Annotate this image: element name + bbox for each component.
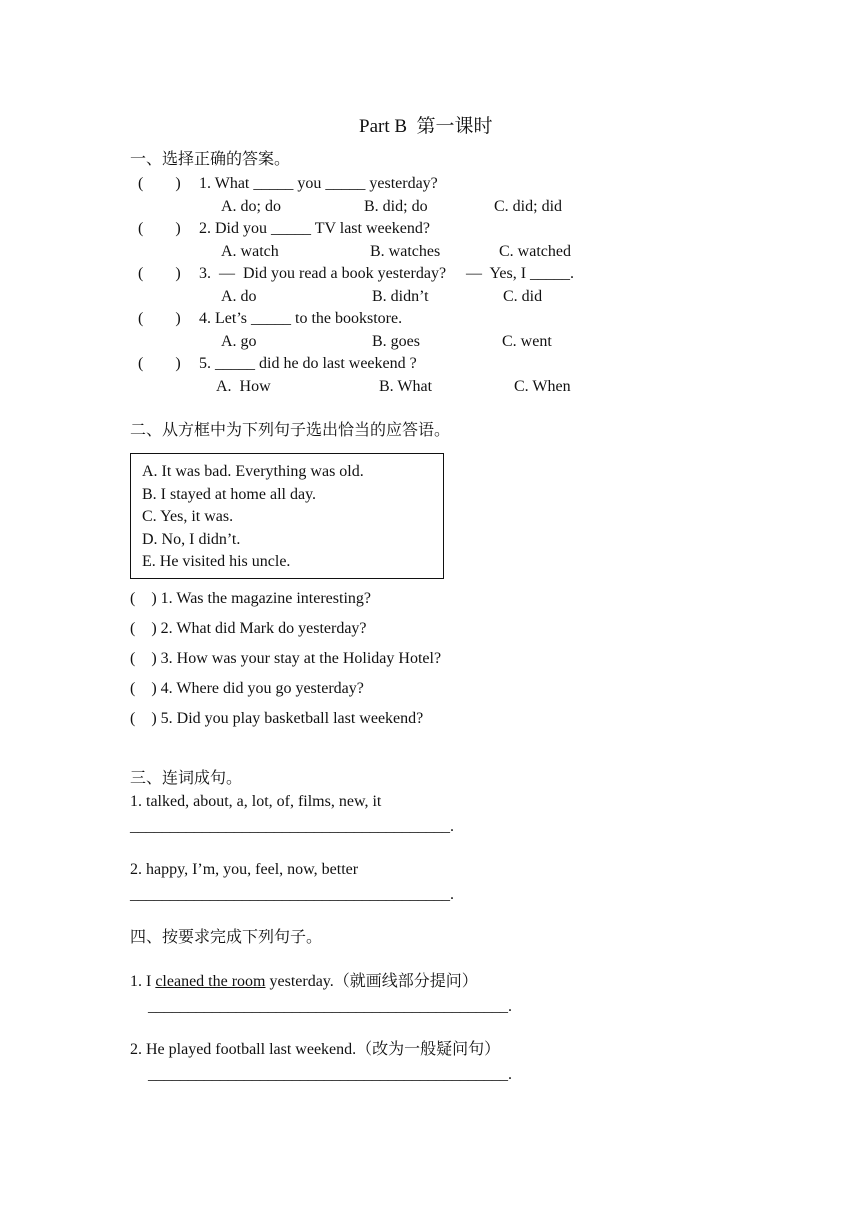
- answer-bracket: ( ): [138, 220, 181, 237]
- section4-heading: 四、按要求完成下列句子。: [130, 929, 323, 946]
- option-b: B. didn’t: [372, 288, 429, 305]
- matching-question: ( ) 4. Where did you go yesterday?: [130, 680, 364, 697]
- option-c: C. watched: [499, 243, 571, 260]
- prompt-text: 1. I: [130, 973, 156, 990]
- option-a: A. How: [216, 378, 271, 395]
- answer-bracket: ( ): [138, 355, 181, 372]
- underlined-phrase: cleaned the room: [155, 973, 266, 990]
- question-stem: 3. — Did you read a book yesterday? — Yes, I _____.: [199, 265, 575, 282]
- word-order-prompt: 1. talked, about, a, lot, of, films, new, it: [130, 793, 382, 810]
- prompt-text: yesterday.（就画线部分提问）: [265, 973, 478, 990]
- option-c: C. went: [502, 333, 552, 350]
- answer-bracket: ( ): [138, 310, 181, 327]
- option-b: B. goes: [372, 333, 420, 350]
- option-item: A. It was bad. Everything was old.: [142, 463, 364, 480]
- option-item: C. Yes, it was.: [142, 508, 234, 525]
- page-title: Part B 第一课时: [359, 116, 493, 137]
- option-b: B. watches: [370, 243, 441, 260]
- option-b: B. What: [379, 378, 433, 395]
- answer-options-box: [130, 453, 444, 579]
- answer-line: ________________________________________.: [130, 818, 454, 835]
- transform-prompt: [130, 1040, 500, 1060]
- option-item: D. No, I didn’t.: [142, 531, 241, 548]
- option-a: A. watch: [221, 243, 279, 260]
- transform-prompt: [130, 972, 478, 992]
- option-a: A. do; do: [221, 198, 281, 215]
- option-c: C. did; did: [494, 198, 563, 215]
- question-stem: 4. Let’s _____ to the bookstore.: [199, 310, 403, 327]
- section3-heading: 三、连词成句。: [130, 770, 243, 787]
- section2-heading: 二、从方框中为下列句子选出恰当的应答语。: [130, 422, 451, 439]
- option-a: A. go: [221, 333, 257, 350]
- answer-bracket: ( ): [138, 265, 181, 282]
- option-item: E. He visited his uncle.: [142, 553, 291, 570]
- question-stem: 2. Did you _____ TV last weekend?: [199, 220, 430, 237]
- answer-line: ________________________________________.: [130, 886, 454, 903]
- matching-question: ( ) 5. Did you play basketball last weekend?: [130, 710, 424, 727]
- option-c: C. did: [503, 288, 543, 305]
- word-order-prompt: 2. happy, I’m, you, feel, now, better: [130, 861, 359, 878]
- answer-line: _____________________________________________.: [148, 998, 512, 1015]
- question-stem: 5. _____ did he do last weekend ?: [199, 355, 417, 372]
- matching-question: ( ) 1. Was the magazine interesting?: [130, 590, 371, 607]
- answer-line: _____________________________________________.: [148, 1066, 512, 1083]
- matching-question: ( ) 2. What did Mark do yesterday?: [130, 620, 367, 637]
- option-b: B. did; do: [364, 198, 428, 215]
- option-c: C. When: [514, 378, 571, 395]
- question-stem: 1. What _____ you _____ yesterday?: [199, 175, 438, 192]
- answer-bracket: ( ): [138, 175, 181, 192]
- option-a: A. do: [221, 288, 257, 305]
- option-item: B. I stayed at home all day.: [142, 486, 317, 503]
- prompt-text: 2. He played football last weekend.（改为一般疑问句）: [130, 1041, 501, 1058]
- matching-question: ( ) 3. How was your stay at the Holiday Hotel?: [130, 650, 442, 667]
- section1-heading: 一、选择正确的答案。: [130, 151, 291, 168]
